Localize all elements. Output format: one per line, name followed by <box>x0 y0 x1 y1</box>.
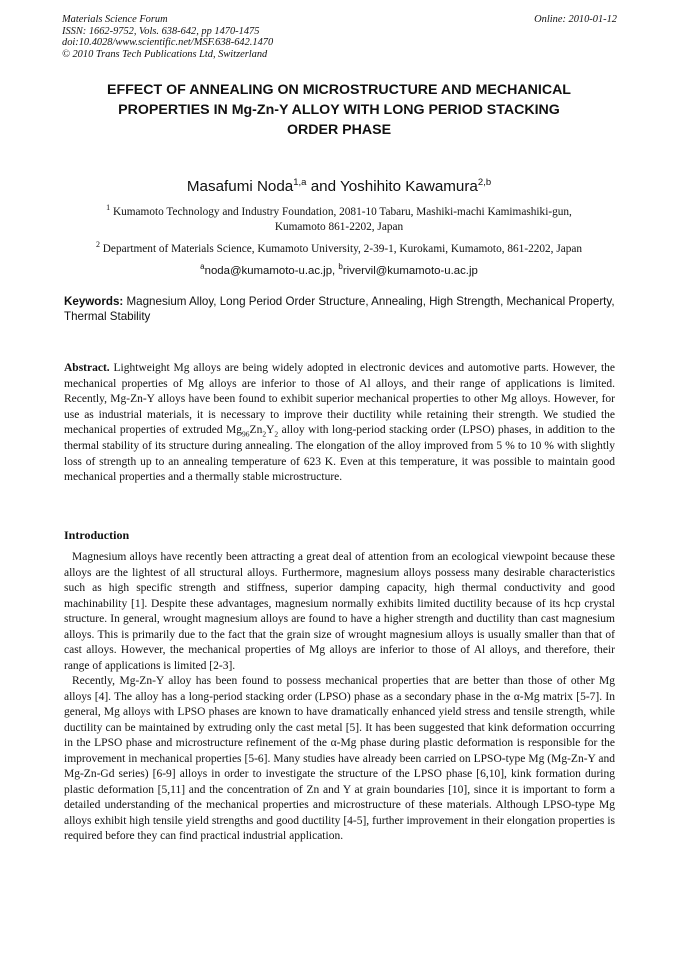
paragraph: Recently, Mg-Zn-Y alloy has been found to possess mechanical properties that are better than those of other Mg alloys [4]. The alloy has a long-period stacking order (LPSO) phase as a secondary phase in the α-Mg matrix [5-7]. In general, Mg alloys with LPSO phases are known to have dramatically enhanced yield stress and tensile strength, while ductility can be maintained by extruding only the cast metal [5]. It has been suggested that kink deformation occurring in the LPSO phase and microstructure refinement of the α-Mg phase during plastic deformation is responsible for the improvement in mechanical properties [5-6]. Many studies have already been carried on LPSO-type Mg (Mg-Zn-Y and Mg-Zn-Gd series) [6-9] alloys in order to investigate the structure of the LPSO phase [6,10], kink formation during plastic deformation [5,11] and the concentration of Zn and Y at grain boundaries [10], since it is important to form a detailed understanding of the mechanical properties and microstructure of these materials. Although LPSO-type Mg alloys exhibit high tensile yield strengths and good ductility [4-5], further improvement in their elongation properties is required before they can find practical industrial application. <box>64 675 615 842</box>
author-name: Yoshihito Kawamura <box>339 178 478 196</box>
author-affil-mark: 2,b <box>477 177 492 188</box>
email-mark: a <box>200 262 205 271</box>
affil-mark: 2 <box>95 240 100 249</box>
abstract-text: Lightweight Mg alloys are being widely adopted in electronic devices and automotive parts. However, the mechanical properties of Mg alloys are inferior to those of Al alloys, and their range of applications is limited. Recently, Mg-Zn-Y alloys have been found to exhibit superior mechanical properties to other Mg alloys. However, for use as industrial materials, it is necessary to improve their ductility while retaining their strength. We studied the mechanical properties of extruded Mg <box>64 362 615 437</box>
affil-mark: 1 <box>106 203 111 212</box>
email-line <box>60 259 618 279</box>
journal-name: Materials Science Forum <box>62 14 168 25</box>
title-line: EFFECT OF ANNEALING ON MICROSTRUCTURE AND MECHANICAL <box>107 82 571 98</box>
abstract-block <box>64 361 615 486</box>
paper-title <box>60 80 618 140</box>
formula-text: Zn <box>249 424 263 437</box>
author-list <box>60 174 618 196</box>
keywords-block <box>64 294 616 324</box>
subscript: 96 <box>242 429 250 439</box>
keywords-text: Magnesium Alloy, Long Period Order Structure, Annealing, High Strength, Mechanical Property, Thermal Stability <box>64 295 615 323</box>
subscript: 2 <box>274 429 279 439</box>
affil-text: Kumamoto Technology and Industry Foundation, 2081-10 Tabaru, Mashiki-machi Kamimashiki-gun, <box>112 205 572 218</box>
author-name: Masafumi Noda <box>186 178 294 196</box>
online-date: Online: 2010-01-12 <box>534 14 617 25</box>
title-line: PROPERTIES IN Mg-Zn-Y ALLOY WITH LONG PERIOD STACKING <box>118 102 560 118</box>
affiliation-2 <box>60 237 618 257</box>
affil-text: Department of Materials Science, Kumamoto University, 2-39-1, Kurokami, Kumamoto, 861-2202, Japan <box>102 242 583 255</box>
affiliation-1 <box>60 200 618 236</box>
affil-text: Kumamoto 861-2202, Japan <box>274 221 404 234</box>
author-conjunction: and <box>306 178 340 196</box>
abstract-text: alloy with long-period stacking order (LPSO) phases, in addition to the thermal stability of its structure during annealing. The elongation of the alloy improved from 5 % to 10 % with slightly loss of strength up to an annealing temperature of 623 K. Even at this temperature, it was possible to maintain good mechanical properties and a thermally stable microstructure. <box>64 424 616 484</box>
copyright-line: © 2010 Trans Tech Publications Ltd, Switzerland <box>62 48 268 60</box>
running-header <box>62 14 617 60</box>
paragraph: Magnesium alloys have recently been attracting a great deal of attention from an ecological viewpoint because these alloys are the lightest of all structural alloys. Furthermore, magnesium alloys possess many desirable characteristics such as high specific strength and stiffness, superior damping capacity, high thermal conductivity and good machinability [1]. Despite these advantages, magnesium normally exhibits limited ductility because of its hcp crystal structure. In general, wrought magnesium alloys are found to have a higher strength and ductility than cast magnesium alloys. This is primarily due to the fact that the grain size of wrought magnesium alloys is usually smaller than that of cast alloys. However, the mechanical properties of Mg alloys are inferior to those of Al alloys, and therefore, their range of applications is limited [2-3]. <box>64 551 615 672</box>
email-address: noda@kumamoto-u.ac.jp, <box>204 264 339 277</box>
section-heading: Introduction <box>64 528 130 542</box>
issn-line: ISSN: 1662-9752, Vols. 638-642, pp 1470-1475 <box>62 25 260 37</box>
keywords-label: Keywords: <box>64 295 124 308</box>
doi-line: doi:10.4028/www.scientific.net/MSF.638-642.1470 <box>62 37 274 49</box>
email-address: rivervil@kumamoto-u.ac.jp <box>342 264 478 277</box>
introduction-body <box>64 550 615 845</box>
title-line: ORDER PHASE <box>286 122 392 138</box>
formula-text: Y <box>266 424 275 437</box>
author-affil-mark: 1,a <box>293 177 307 188</box>
subscript: 2 <box>262 429 267 439</box>
email-mark: b <box>338 262 343 271</box>
abstract-label: Abstract. <box>64 362 110 374</box>
